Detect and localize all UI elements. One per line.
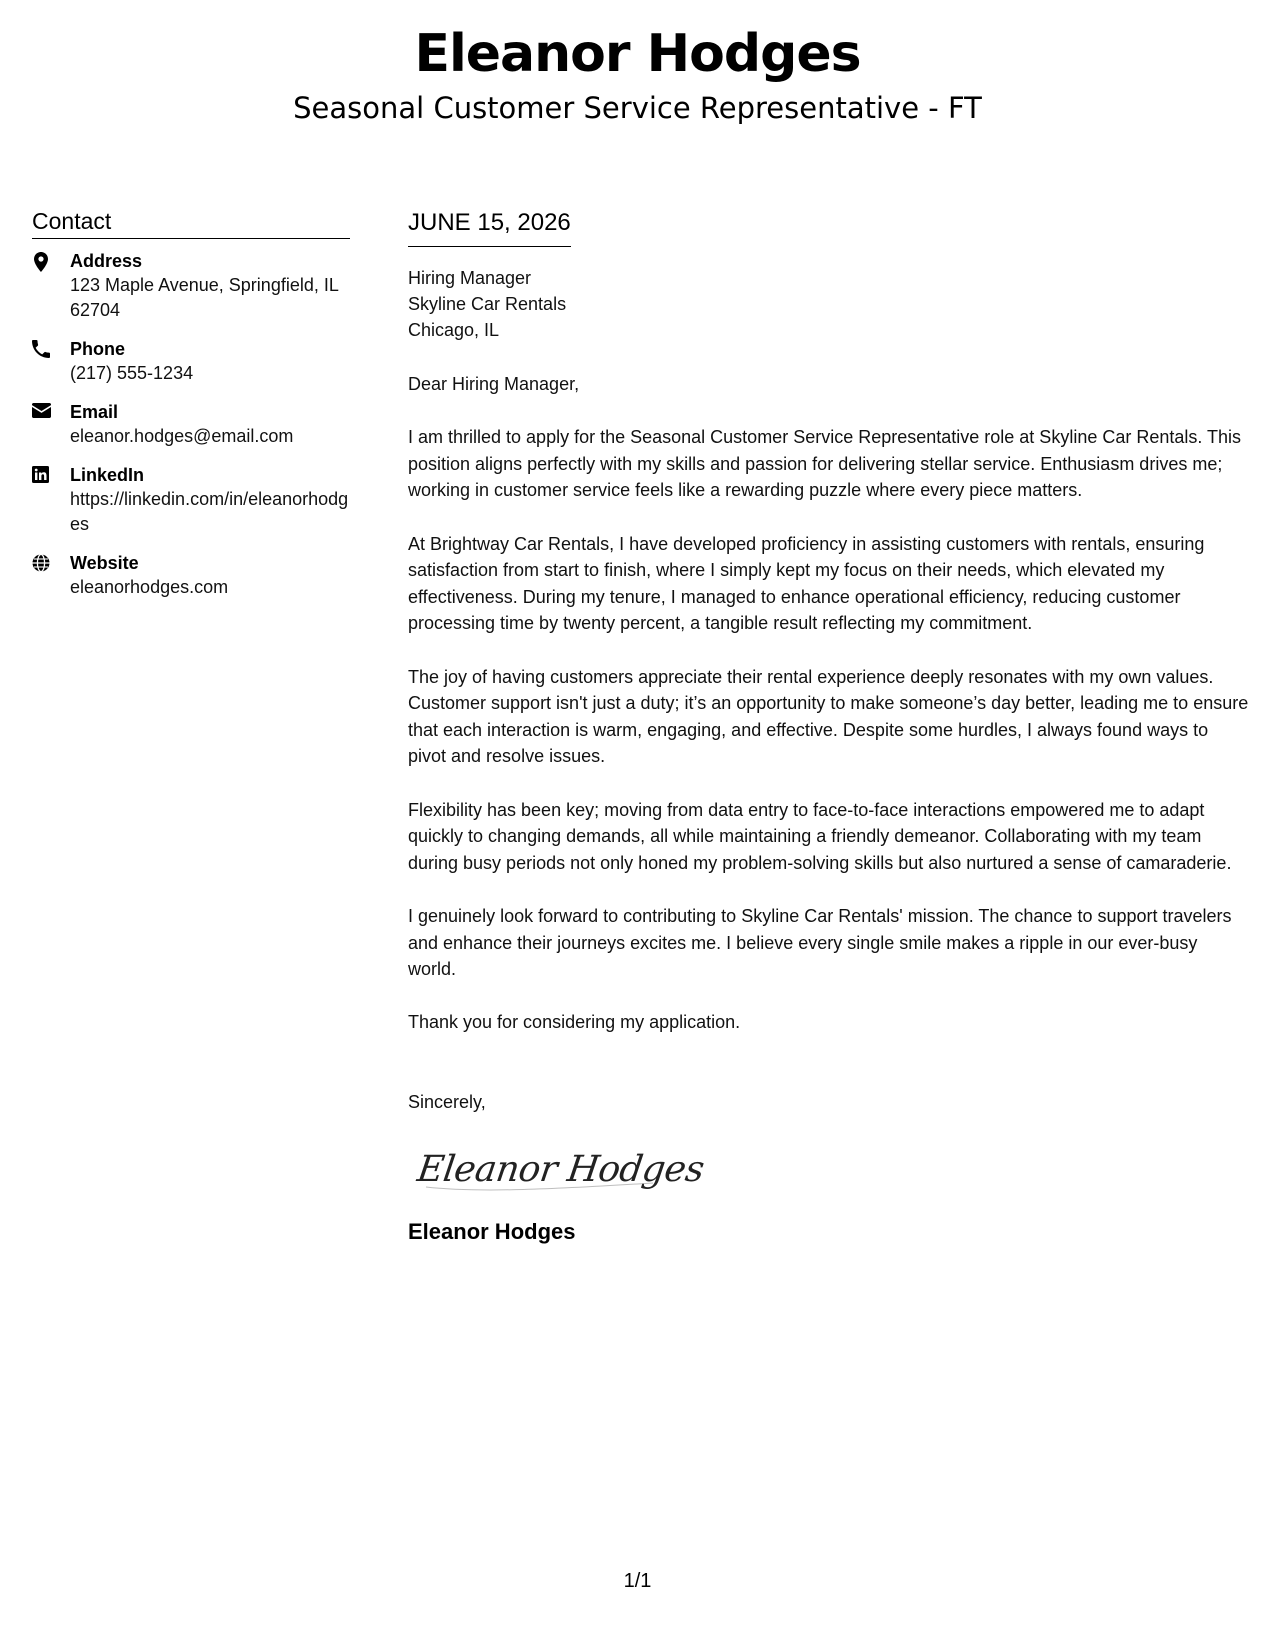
contact-list — [32, 249, 350, 600]
body-paragraph: I genuinely look forward to contributing to Skyline Car Rentals' mission. The chance to support travelers and enhance their journeys excites me. I believe every single smile makes a ripple in our ever-busy world. — [408, 906, 1232, 979]
recipient-title: Hiring Manager — [408, 268, 532, 288]
date-block — [408, 206, 571, 247]
contact-item-linkedin — [32, 463, 350, 537]
globe-icon — [32, 551, 70, 572]
handwritten-signature — [414, 1139, 707, 1199]
contact-item-email — [32, 400, 350, 449]
linkedin-icon — [32, 463, 70, 483]
contact-heading: Contact — [32, 206, 350, 239]
email-value[interactable]: eleanor.hodges@email.com — [70, 426, 294, 446]
contact-item-website — [32, 551, 350, 600]
salutation: Dear Hiring Manager, — [408, 374, 580, 394]
body-paragraph: I am thrilled to apply for the Seasonal Customer Service Representative role at Skyline Car Rentals. This position aligns perfectly with my skills and passion for delivering stellar service. Enthusiasm drives me; working in customer service feels like a rewarding puzzle where every piece matters. — [408, 427, 1242, 500]
map-pin-icon — [32, 249, 70, 272]
letter-date: JUNE 15, 2026 — [408, 209, 571, 236]
page-number: 1/1 — [623, 1570, 652, 1592]
signer-name: Eleanor Hodges — [408, 1218, 576, 1244]
envelope-icon — [32, 400, 70, 418]
signoff: Sincerely, — [408, 1091, 486, 1112]
recipient-company: Skyline Car Rentals — [408, 294, 567, 314]
website-value[interactable]: eleanorhodges.com — [70, 577, 229, 597]
phone-icon — [32, 337, 70, 358]
contact-sidebar — [32, 206, 350, 614]
contact-label: Website — [70, 553, 139, 573]
svg-text:Eleanor Hodges: Eleanor Hodges — [414, 1146, 707, 1190]
contact-item-address — [32, 249, 350, 323]
phone-value: (217) 555-1234 — [70, 363, 194, 383]
body-paragraph: At Brightway Car Rentals, I have developed proficiency in assisting customers with rentals, ensuring satisfaction from start to finish, where I simply kept my focus on their needs, which elevated my effectiveness. During my tenure, I managed to enhance operational efficiency, reducing customer processing time by twenty percent, a tangible result reflecting my commitment. — [408, 533, 1205, 633]
recipient-location: Chicago, IL — [408, 320, 500, 340]
closing-thanks: Thank you for considering my application. — [408, 1011, 741, 1032]
body-paragraph: Flexibility has been key; moving from data entry to face-to-face interactions empowered me to adapt quickly to changing demands, all while maintaining a friendly demeanor. Collaborating with my team during busy periods not only honed my problem-solving skills but also nurtured a sense of camaraderie. — [408, 799, 1232, 873]
applicant-name: Eleanor Hodges — [414, 24, 861, 84]
contact-label: Email — [70, 402, 119, 422]
contact-label: Address — [70, 251, 143, 271]
contact-label: Phone — [70, 339, 126, 359]
job-title: Seasonal Customer Service Representative - FT — [293, 91, 982, 125]
body-paragraph: The joy of having customers appreciate their rental experience deeply resonates with my own values. Customer support isn't just a duty; it’s an opportunity to make someone’s day better, leading me to ensure that each interaction is warm, engaging, and effective. Despite some hurdles, I always found ways to pivot and resolve issues. — [408, 666, 1249, 766]
contact-item-phone — [32, 337, 350, 386]
linkedin-value[interactable]: https://linkedin.com/in/eleanorhodges — [70, 489, 349, 534]
recipient-block — [408, 265, 1250, 343]
letter-header — [0, 22, 1275, 128]
letter-body — [408, 206, 1250, 1247]
contact-label: LinkedIn — [70, 465, 145, 485]
address-value: 123 Maple Avenue, Springfield, IL 62704 — [70, 275, 339, 320]
